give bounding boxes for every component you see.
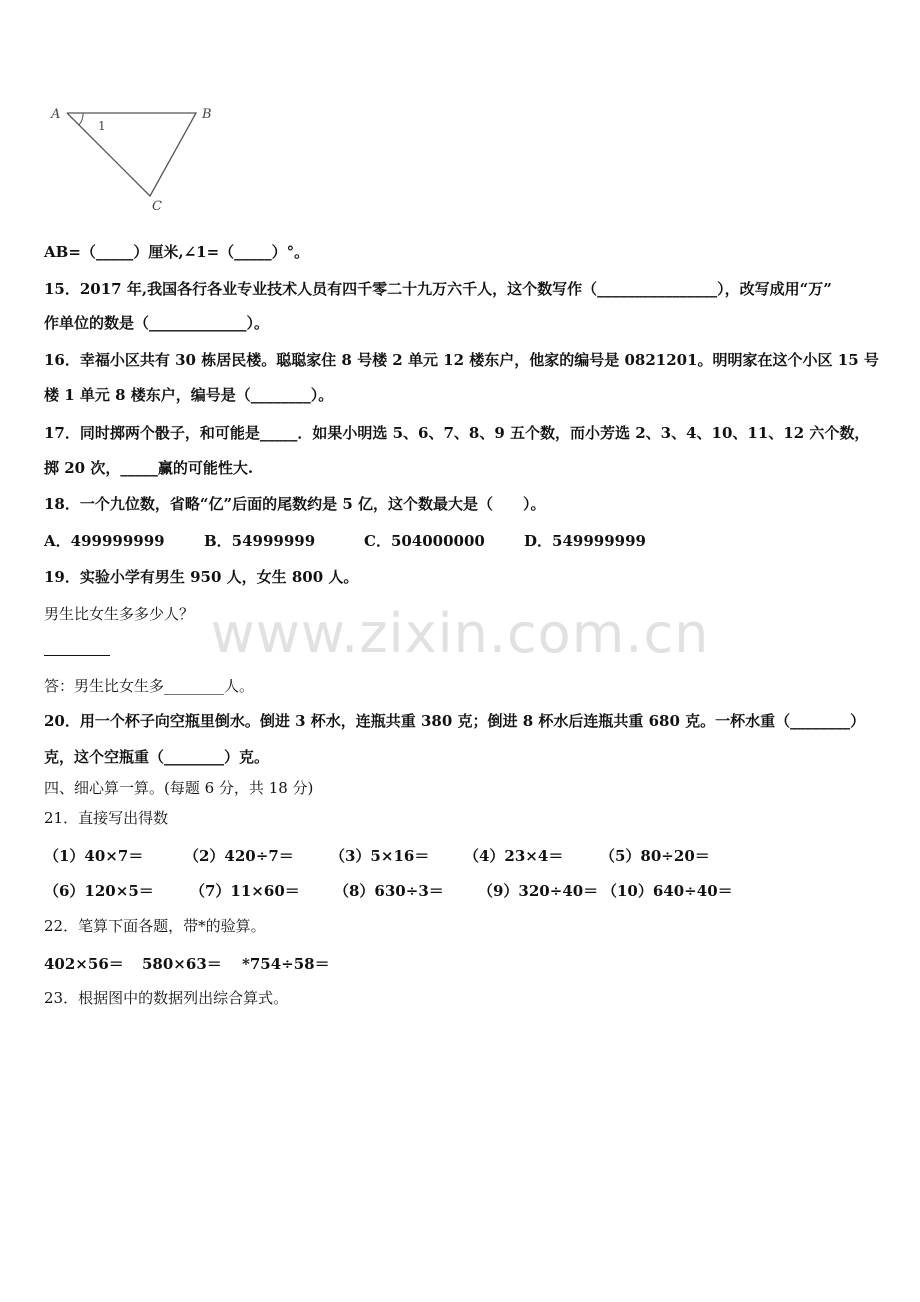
question-21: 21．直接写出得数 <box>44 809 169 827</box>
question-15-line-1: 15．2017 年,我国各行各业专业技术人员有四千零二十九万六千人，这个数写作（________________），改写成用“万” <box>44 280 832 298</box>
q22-expressions <box>44 953 644 973</box>
q21-item-9: （9）320÷40＝ <box>478 882 599 900</box>
option-b: B．54999999 <box>204 532 316 550</box>
q22-expr-1: 402×56＝ <box>44 955 124 973</box>
question-20-line-2: 克，这个空瓶重（________）克。 <box>44 748 270 766</box>
q22-expr-3: *754÷58＝ <box>242 955 330 973</box>
option-a: A．499999999 <box>44 532 165 550</box>
question-19: 19．实验小学有男生 950 人，女生 800 人。 <box>44 568 359 586</box>
question-20-line-1: 20．用一个杯子向空瓶里倒水。倒进 3 杯水，连瓶共重 380 克；倒进 8 杯水后连瓶共重 680 克。一杯水重（________） <box>44 712 866 730</box>
vertex-label-a: A <box>51 107 61 122</box>
question-18: 18．一个九位数，省略“亿”后面的尾数约是 5 亿，这个数最大是（ ）。 <box>44 495 546 513</box>
q22-expr-2: 580×63＝ <box>142 955 222 973</box>
question-16-line-2: 楼 1 单元 8 楼东户，编号是（________）。 <box>44 386 334 404</box>
triangle-figure <box>40 100 230 215</box>
question-16-line-1: 16．幸福小区共有 30 栋居民楼。聪聪家住 8 号楼 2 单元 12 楼东户，他家的编号是 0821201。明明家在这个小区 15 号 <box>44 351 879 369</box>
q21-item-2: （2）420÷7＝ <box>184 847 294 865</box>
vertex-label-b: B <box>202 107 212 122</box>
q21-item-8: （8）630÷3＝ <box>334 882 444 900</box>
vertex-label-c: C <box>152 199 162 214</box>
question-22: 22．笔算下面各题，带*的验算。 <box>44 917 266 935</box>
q21-item-10: （10）640÷40＝ <box>602 882 733 900</box>
angle-label: 1 <box>98 119 106 133</box>
q21-item-7: （7）11×60＝ <box>190 882 300 900</box>
question-23: 23．根据图中的数据列出综合算式。 <box>44 989 289 1007</box>
triangle-outline <box>67 113 196 196</box>
angle-arc <box>79 113 83 125</box>
question-18-options <box>44 531 884 551</box>
q21-item-6: （6）120×5＝ <box>44 882 154 900</box>
question-15-line-2: 作单位的数是（_____________）。 <box>44 314 270 332</box>
question-19-answer: 答：男生比女生多________人。 <box>44 677 255 695</box>
option-c: C．504000000 <box>364 532 485 550</box>
q21-item-1: （1）40×7＝ <box>44 847 144 865</box>
question-17-line-2: 掷 20 次，_____赢的可能性大. <box>44 459 254 477</box>
q21-item-3: （3）5×16＝ <box>330 847 430 865</box>
ab-question-line: AB=（_____）厘米,∠1=（_____）°。 <box>44 243 310 261</box>
question-17-line-1: 17．同时掷两个骰子，和可能是_____．如果小明选 5、6、7、8、9 五个数，而小芳选 2、3、4、10、11、12 六个数， <box>44 424 870 442</box>
question-19-ask: 男生比女生多多少人？ <box>44 605 195 623</box>
section-4-heading: 四、细心算一算。(每题 6 分，共 18 分) <box>44 779 314 797</box>
option-d: D．549999999 <box>524 532 646 550</box>
q21-row-1 <box>44 845 884 865</box>
q21-row-2 <box>44 880 884 900</box>
q21-item-5: （5）80÷20＝ <box>600 847 710 865</box>
q21-item-4: （4）23×4＝ <box>464 847 564 865</box>
watermark: www.zixin.com.cn <box>210 602 710 665</box>
